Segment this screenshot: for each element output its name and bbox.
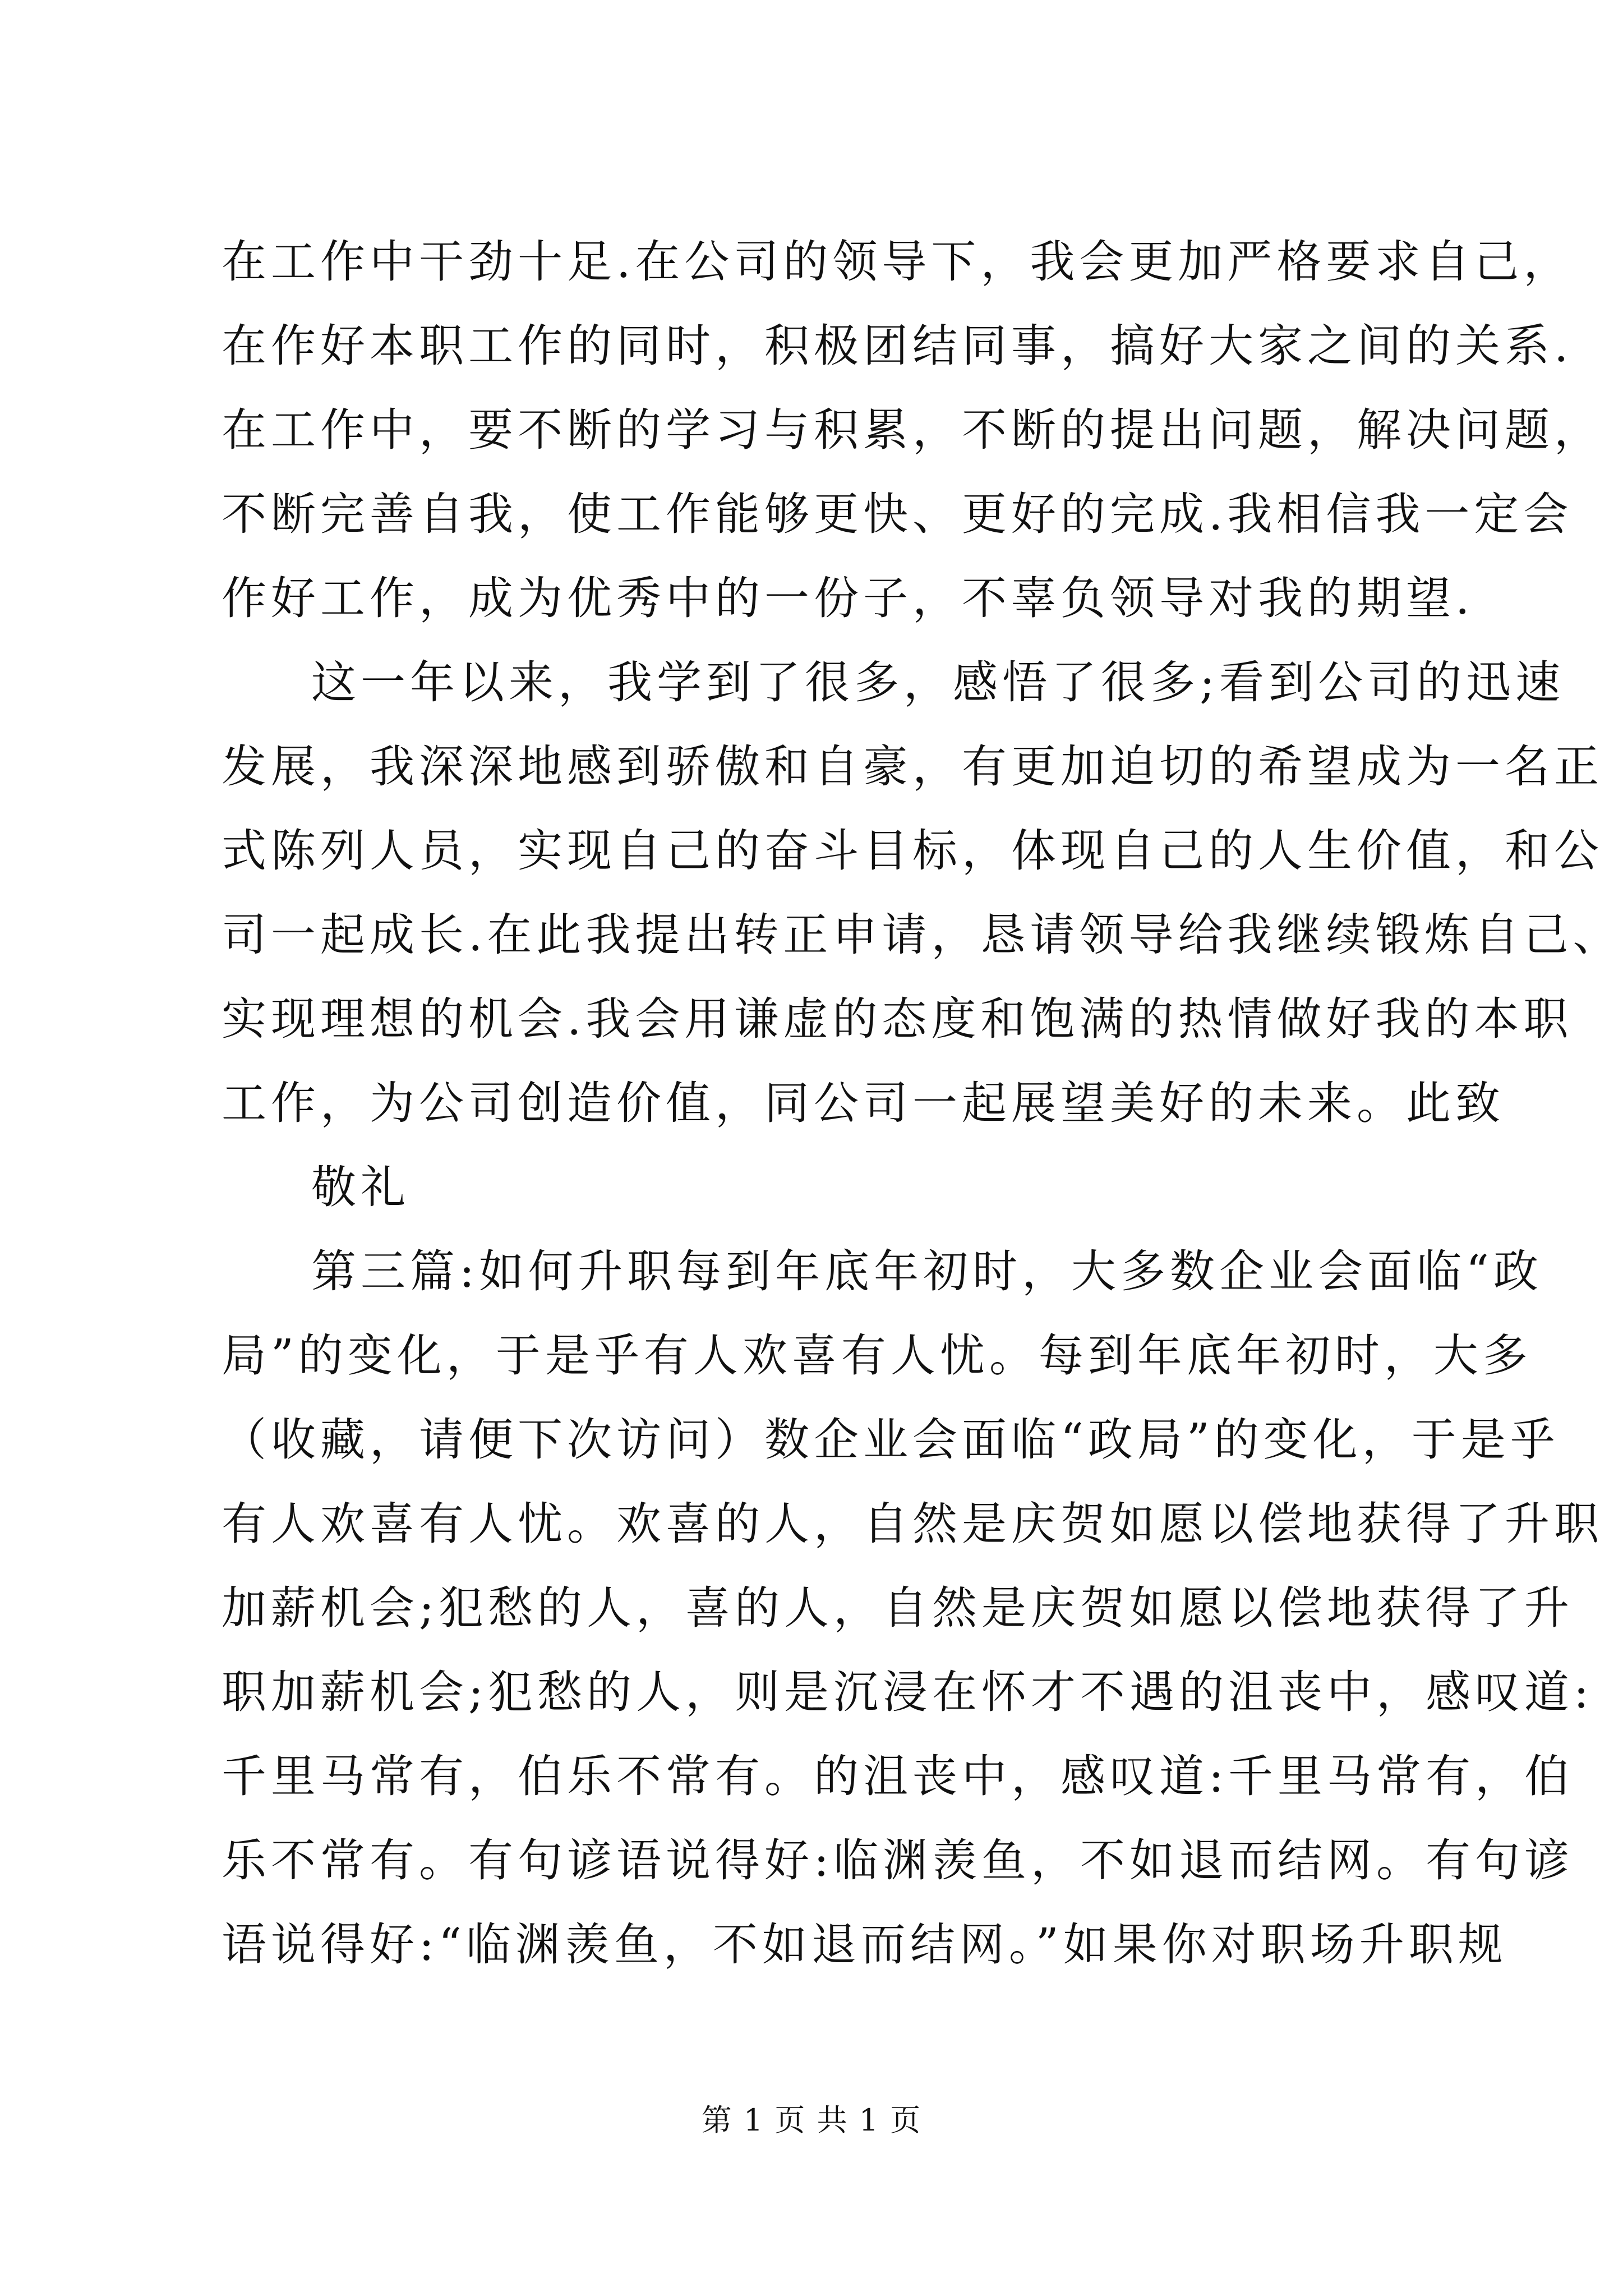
section-heading-line: 第三篇:如何升职每到年底年初时，大多数企业会面临“政: [311, 1245, 1543, 1297]
text-line: 式陈列人员，实现自己的奋斗目标，体现自己的人生价值，和公: [222, 825, 1603, 877]
text-line: 语说得好:“临渊羡鱼，不如退而结网。”如果你对职场升职规: [222, 1918, 1507, 1971]
page-number-footer: 第 1 页 共 1 页: [701, 2102, 922, 2138]
closing-salutation: 敬礼: [311, 1161, 410, 1213]
text-line: 职加薪机会;犯愁的人，则是沉浸在怀才不遇的沮丧中，感叹道:: [222, 1666, 1593, 1718]
text-line: 发展，我深深地感到骄傲和自豪，有更加迫切的希望成为一名正: [222, 740, 1603, 793]
text-line: 在工作中，要不断的学习与积累，不断的提出问题，解决问题，: [222, 404, 1603, 456]
document-body: [222, 220, 1622, 1987]
text-line: 乐不常有。有句谚语说得好:临渊羡鱼，不如退而结网。有句谚: [222, 1834, 1574, 1887]
text-line: 加薪机会;犯愁的人，喜的人，自然是庆贺如愿以偿地获得了升: [222, 1582, 1574, 1634]
text-line: 有人欢喜有人忧。欢喜的人，自然是庆贺如愿以偿地获得了升职: [222, 1498, 1603, 1550]
text-line: 局”的变化，于是乎有人欢喜有人忧。每到年底年初时，大多: [222, 1329, 1532, 1382]
text-line: 司一起成长.在此我提出转正申请，恳请领导给我继续锻炼自己、: [222, 909, 1622, 961]
text-line: （收藏，请便下次访问）数企业会面临“政局”的变化，于是乎: [222, 1414, 1560, 1466]
text-line: 在作好本职工作的同时，积极团结同事，搞好大家之间的关系.: [222, 320, 1573, 372]
text-line: 工作，为公司创造价值，同公司一起展望美好的未来。此致: [222, 1077, 1505, 1129]
text-line: 作好工作，成为优秀中的一份子，不辜负领导对我的期望.: [222, 572, 1474, 624]
paragraph-start-line: 这一年以来，我学到了很多，感悟了很多;看到公司的迅速: [311, 656, 1565, 708]
text-line: 千里马常有，伯乐不常有。的沮丧中，感叹道:千里马常有，伯: [222, 1750, 1574, 1802]
text-line: 在工作中干劲十足.在公司的领导下，我会更加严格要求自己，: [222, 236, 1573, 288]
text-line: 实现理想的机会.我会用谦虚的态度和饱满的热情做好我的本职: [222, 993, 1573, 1045]
text-line: 不断完善自我，使工作能够更快、更好的完成.我相信我一定会: [222, 488, 1573, 540]
